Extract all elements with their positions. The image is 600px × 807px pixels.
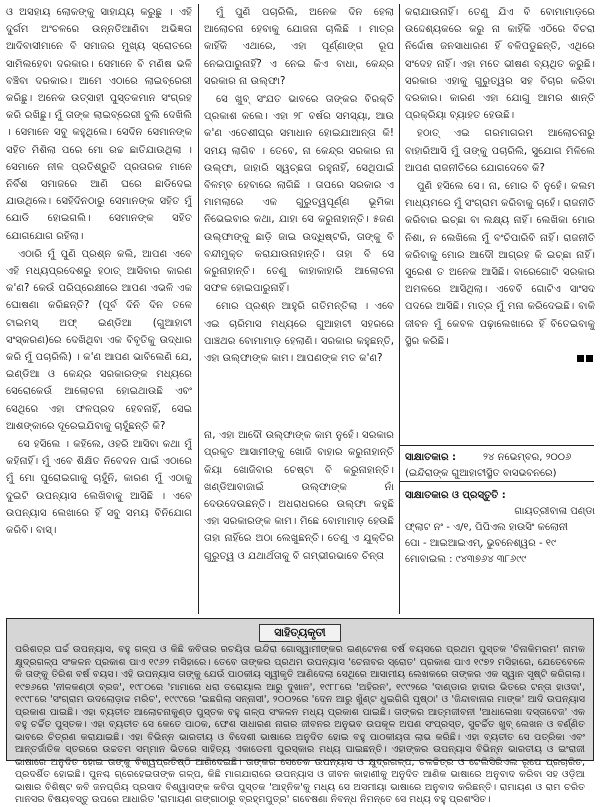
column-divider	[198, 4, 199, 614]
interview-date: ୨୪ ନଭେମ୍ବର, ୨୦୦୬	[483, 452, 572, 463]
column-1	[6, 4, 192, 616]
paragraph: ଏଠାରି ମୁଁ ପୁଣି ପ୍ରଶ୍ନ କଲି, ଆପଣ ଏବେ ଏହି ମଧ୍ୟପ୍ରଦେଶରୁ ହଠାତ୍ ଆସିବାର କାରଣ କ'ଣ? କେଉଁ ପରିପ୍ରେକ୍ଷୀରେ ଆପଣ ଏଭଳି ଏକ ଘୋଷଣା କରିଛନ୍ତି? (ପୂର୍ବ ଦିନି ଦିନ ତଳେ ଟାଇମସ୍ ଅଫ୍ ଇଣ୍ଡିଆ (ଗୁଆହାଟୀ ସଂସ୍କରଣ)ରେ ଦେଖିଥିବା ଏକ ବିବୃତିକୁ ଉଦ୍ଧାର କରି ମୁଁ ପଚାରିଲି) । କ'ଣ ଆପଣ ଭାବିଲେଣି ଯେ, ଇଣ୍ଡିଆ ଓ କେନ୍ଦ୍ର ସରକାରଙ୍କ ମଧ୍ୟରେ ସେରୋକେଉଁ ଆଲୋଚନା ହୋଇଥାଉଛି ଏବଂ ସେଥିରେ ଏହା ଫଳପ୍ରଦ ହେବନାହିଁ, ସେଇ ଆଶଙ୍କାରେ ଦୂରେଇଯିବାକୁ ଚାହୁଁଛନ୍ତି କି?	[6, 248, 192, 432]
address-line-1: ଫ୍ଲାଟ ନଂ - ଏ/୧, ପିପିଏଲ ହାଉସିଂ କଲୋନୀ	[405, 522, 568, 533]
phone: ମୋବାଇଲ : ୯୪୩୭୬୪ ୩୮୬୯୯	[405, 554, 527, 565]
address-line-2: ପୋ - ଆଇଆଇଏମ୍, ଭୁବନେଶ୍ୱର - ୧୯	[405, 538, 556, 549]
paragraph: ମୁଁ ପୁଣି ପଚାରିଲି, ଅନେକ ଦିନ ହେଲା ଆଲୋଚନା ହେବାକୁ ଯୋଜନା ଚାଲିଛି । ମାତ୍ର କାହିଁକି ଏଥାରେ, ଏହା ପୂର୍ଣ୍ଣାଙ୍ଗ ରୂପ ନେଇପାରୁନାହିଁ? ଏ ନେଇ କିଏ ବାଧା, କେନ୍ଦ୍ର ସରକାର ନା ଉଲ୍ଫା?	[204, 7, 394, 87]
column-divider	[399, 4, 400, 614]
column-3	[405, 4, 595, 440]
interview-date-block	[405, 450, 595, 482]
credits-name: ଗାୟତ୍ରୀବାଳା ପଣ୍ଡା	[514, 506, 595, 517]
paragraph: ମୋର ପ୍ରଶ୍ନ ଆହୁରି ଗତିମନ୍ତିଲା । ଏବେ ଏଇ ଚାରିମାସ ମଧ୍ୟରେ ଗୁଆହାଟୀ ସହରରେ ପାଞ୍ଚଥର ବୋମାମାଡ଼ ହେଲାଣି। ସରକାର କହୁଛନ୍ତି, ଏହା ଉଲ୍ଫାଙ୍କ କାମ। ଆପଣଙ୍କ ମତ କ'ଣ?	[204, 301, 394, 365]
interview-place: (ଇନ୍ଦିରାଙ୍କ ଗୁଆହାଟୀସ୍ଥିତ ବାସଭବନରେ)	[405, 468, 557, 479]
credits-label: ସାକ୍ଷାତକାର ଓ ପ୍ରସ୍ତୁତି :	[405, 490, 506, 501]
paragraph: ହଠାତ୍ ଏଇ ଗରମାଗରମ ଆଲୋଚନାରୁ ବାହାରିଆସି ମୁଁ ତାଙ୍କୁ ପଚାରିଲି, ସୁଯୋଗ ମିଳିଲେ ଆପଣ ରାଜନୀତିରେ ଯୋଗଦେବେ କି?	[405, 128, 595, 174]
paragraph: ଓ ଅସହାୟ ଲୋକଙ୍କୁ ସାହାଯ୍ୟ କରୁଛୁ । ଏହି ଦୁର୍ଗମ ଅଂଚଳରେ ଉନ୍ନତିଆଣିବା ଅଭିଜ୍ଞତା ଆଦିବାସୀମାନେ ବି ସମାଜର ମୁଖ୍ୟ ସ୍ରୋତରେ ସାମିଲହେବା ଦରକାର। ସେମାନେ ବି ମଣିଷ ଭଳି ବଞ୍ଚିବା ଦରକାର। ଆମେ ଏଠାରେ ଲାଇବ୍ରେରୀ କରିଛୁ। ଅନେକ ଉତ୍ସାହୀ ପୁସ୍ତକମାନ ସଂଗ୍ରହ କରି ରଖିଛୁ। ମୁଁ ତାଙ୍କ ଲାଇବ୍ରେରୀ ବୁଲି ଦେଖିଲି । ସେମାନେ ସବୁ କହୁଥିଲେ। ସେଦିନ ସେମାନଙ୍କ ସହିତ ମିଶିଲା ପରେ ମୋ ରଚ୍ଚ ଛାତିଯାଉଥିଲା । ସେମାନେ ନୀଳ ପ୍ରତିଶ୍ରୁତି ପ୍ରତାରକ ମାନେ ନିର୍ବିଶ ସମାଜରେ ଆଣି ଘରେ ଛାଡିଦେଇ ଯାଉଥିଲେ। ସେହିଦିନଠାରୁ ସେମାନଙ୍କ ସହିତ ମୁଁ ଯୋଡି ହୋଇଗଲି। ସେମାନଙ୍କ ସହିତ ଯୋଗଯୋଗ ରହିଲା।	[6, 7, 192, 242]
interview-date-label: ସାକ୍ଷାତକାର :	[405, 452, 457, 463]
divider	[400, 481, 594, 482]
literary-works-box	[6, 618, 594, 805]
paragraph: ସେ ଖୁବ୍ ସଂଯତ ଭାବରେ ତାଙ୍କର ବିରକ୍ତି ପ୍ରକାଶ କଲେ। ଏହା ୨୮ ବର୍ଷର ସମସ୍ୟା, ଆଉ କ'ଣ ଏତେଶୀଘ୍ର ସମାଧାନ ହୋଇଯାଆନ୍ତା କି! ସମୟ ଲାଗିବ । ତେବେ, ନା କେନ୍ଦ୍ର ସରକାର ନା ଉଲ୍ଫା, ଜାହାରି ସ୍ୱଚ୍ଛତା ରହୁନାହିଁ, ସେଥିପାଇଁ ବିଳମ୍ବ ହେବାରେ ଲାଗିଛି । ତାପରେ ସରକାର ଏ ମାମଲାରେ ଏକ ଗୁରୁତ୍ୱପୂର୍ଣ୍ଣ ଭୂମିକା ନିଭେଇବାର କଥା, ଯାହା ସେ କରୁନାହାନ୍ତି। ୫ଜଣ ଉଲ୍ଫାଙ୍କୁ ଛାଡ଼ି ଜାଇ ଉଦ୍ଧିଷ୍ଟରି, ତାଙ୍କୁ ବି ବନ୍ଦୀମୁକ୍ତ କରାଯାଉନାହାନ୍ତି। ତାହା ବି ସେ କରୁନାହାନ୍ତି। ତେଣୁ କାହାକାହାରି ଆଲୋଚନା ସଫଳ ହୋଇପାରୁନାହିଁ।	[204, 94, 394, 295]
column-2	[204, 4, 394, 416]
divider	[400, 445, 594, 446]
paragraph: ପୁଣି ହସିଲେ ସେ। ନା, ମୋର ବି ନୁହେଁ। କଲମ ମାଧ୍ୟମରେ ମୁଁ ସଂଗ୍ରାମ କରିବାକୁ ଚାହେଁ। ରାଜନୀତି କରିବାର ଇଚ୍ଛା ବା ଲକ୍ଷ୍ୟ ନାହିଁ। ଲେଖିକା ମୋର ନିଶା, ନ ଲେଖିଲେ ମୁଁ ବଂଚିପାରିବି ନାହିଁ। ରାଜନୀତି କରିବାକୁ ମୋର ଆଦୌ ଆଗ୍ରହ କି ଇଚ୍ଛା ନାହିଁ। ସୁରେଶ ତ ଅନେକ ଆସିଛି। ବାରେଗୋଟି ସରକାର ଅମଳରେ ଆସିଥିଲା। ଏବେବି ଗୋଟିଏ ସାଂସଦ ପଦରେ ଆସିଛି। ମାତ୍ର ମୁଁ ମନା କରିଦେଇଛି। ବାକି ଜୀବନ ମୁଁ କେବଳ ପଢ଼ାଲେଖାରେ ହିଁ ବିତେଇବାକୁ ସ୍ଥିର କରିଛି।	[405, 181, 595, 347]
paragraph: କରାଯାଉନାହିଁ। ତେଣୁ ଯିଏ ବି ବୋମାମାଡ଼ରେ ଉଦ୍ଦେଶ୍ୟକରେ କରୁ ନା କାହିଁକି ଏଠିରେ ବିଚରା ନିର୍ଦ୍ଦୋଷ ଜନସାଧାରଣ ହିଁ ବଳିପଡୁଛନ୍ତି, ଏଥିରେ ସଂଦେହ ନାହିଁ। ଏହା ମତେ ଭୀଷଣ ବ୍ୟଥିତ କରୁଛି। ସରକାର ଏହାକୁ ଗୁରୁତ୍ୱର ସହ ବିଚାର କରିବା ଦରକାର। କାରଣ ଏହା ଯୋଗୁ ଆମର ଶାନ୍ତି ପ୍ରକ୍ରିୟା ବ୍ୟାହତ ହେଉଛି।	[405, 7, 595, 122]
column-2-continued	[204, 417, 394, 612]
paragraph: ନା, ଏହା ଆଦୌ ଉଲ୍ଫାଙ୍କ କାମ ନୁହେଁ। ସରକାର ପ୍ରକୃତ ଆସାମୀଙ୍କୁ ଖୋଜି ବାହାର କରୁନାହାନ୍ତି କିୟା ଖୋଜିବାର ଚେଷ୍ଟା ବି କରୁନାହାନ୍ତି। ଖଣ୍ଡିଆବାଜାଇଁ ଉଲ୍ଫାଙ୍କ ନାଁ ଦେଉଦେଉଛନ୍ତି। ଅଧରାଧରରେ ଉଲ୍ଫା କହୁଛି ଏହା ସରକାରଙ୍କ କାମ। ମିଛେ ବୋମାମାଡ଼ ହେଉଛି ତାହା ନାହିଁରେ ଅଠା ଲେଖୁଛନ୍ତି। ତେଣୁ ଏ ଯୁକ୍ତିର ଗୁରୁତ୍ୱ ଓ ଯଥାର୍ଥତାକୁ ବି ଗମ୍ଭୀରଭାବେ ଚିନ୍ତା	[204, 430, 394, 562]
box-title: ସାହିତ୍ୟକୃତୀ	[259, 624, 340, 642]
paragraph: ସେ ହସିଲେ । କହିଲେ, ଓହରି ଆସିବା କଥା ମୁଁ କହିନାହିଁ। ମୁଁ ଏବେ ଶିକ୍ଷିତ ନିବେଦନ ପାଇଁ ଏଠାରେ ମୁଁ ମୋ ପୁରୋଇଗାକୁ ଚାହୁଁନି, କାରଣ ମୁଁ ଏଠାକୁ ଦୁଇଟି ଉପନ୍ୟାସ ଲେଖିବାକୁ ଆସିଛି । ଏବେ ଉପନ୍ୟାସ ଲେଖାରେ ହିଁ ସବୁ ସମୟ ବିନିଯୋଗ କରିବି। ବାସ୍।	[6, 439, 192, 537]
credits-block	[405, 488, 595, 568]
end-of-article-mark	[405, 351, 595, 368]
box-text: ପରିଶତ୍ର ଘର୍ଚ୍ଚ ଉପନ୍ୟାସ, ବହୁ ଗଳ୍ପ ଓ କିଛି କବିତାର ରଚୟିତା ଇନ୍ଦିରା ଗୋସ୍ୱାମୀଙ୍କର ଇଣ୍ଟେନଶ ବର୍ଷ ବୟସରେ ପ୍ରଥମ ପୁସ୍ତକ 'ଚିନାକିମରମ' ନାମକ କ୍ଷୁଦ୍ରଗଳ୍ପ ସଂକଳନ ପ୍ରକାଶ ପାଏ ୧୯୬୨ ମସିହାରେ। ତେବେ ତାଙ୍କର ପ୍ରଥମ ଉପନ୍ୟାସ 'ଚେନାବର ସ୍ରୋତ' ପ୍ରକାଶ ପାଏ ୧୯୭୨ ମସିହାରେ, ଯେତେବେଳେ କି ତାଙ୍କୁ ତିରିଶ ବର୍ଷ ବୟସ। ଏହି ଉପନ୍ୟାସ ତାଙ୍କୁ ଯେଉଁ ପାଠକୀୟ ସ୍ୱୀକୃତି ଆଣିଦେଲା ସେଥିରେ ଆସାମୀୟ ଲେଖକରେ ତାଙ୍କର ଏକ ସ୍ୱାନ ସୃଷ୍ଟି କରିଗଲା। ୧୯୭୬ରେ 'ନୀଳକଣ୍ଠୀ ବ୍ରଜ', ୧୯୮୦ରେ 'ମାମାରେ ଧରା ତରୋୟାଲ ଆରୁ ଦୁଖାନ', ୧୯୮୮ରେ 'ଅହିରନ', ୧୯୯୨ରେ 'ଦାଣ୍ଡାର ହାଦାର ଭିତରେ ଟନ୍ତା ହାଓଦା', ୧୯୯୮ରେ 'ସଂଗ୍ରାମ ଉଦଲୋଡ଼ାଚ୍ଚ ମରିଚ', ୧୯୯୯ରେ 'ଇଛଗିଲା ସନ୍ନାସୀ', ୨୦୦୨ରେ 'ଦେନ ଆରୁ ଖୁଁଣ୍ଟ ଧୁଇଗିଗି ପୃଷ୍ଠା' ଓ 'ଜିନ୍ଦାବାନାର ମାଙ୍କ' ଆଦି ଉପନ୍ୟାସ ପ୍ରକାଶ ପାଇଛି। ଏହା ବ୍ୟତୀତ ଆଲୋଚନାକୁଣ୍ଡ ପୁସ୍ତକ ବହୁ ଗଳ୍ପ ସଂକଳନ ମଧ୍ୟ ପ୍ରକାଶ ପାଇଛି। ତାଙ୍କର ଆତ୍ମଜୀବନୀ 'ଆଧାଲେଖା ଦସ୍ତାବେଜ' ଏକ ବହୁ ଚର୍ଚ୍ଚିତ ପୁସ୍ତକ। ଏହା ବ୍ୟତୀତ ସେ କେତେ ପାଠକ, ଫେଶ ସାଧାରଣ ନାଗର ଜୀବନର ଅନୁଭବ ଉପକୂଳ ଅପଣ ସଂପ୍ରସ୍ତ, ସୁଚର୍ଚ୍ଚିତ ଖୁବ୍ ଲେଖନ ଓ ବର୍ଣ୍ଣିତ ଭାବରେ ଚିତ୍ରଣ କରାଯାଇଛି। ଏହା ବିଭିନ୍ନ ଭାରତୀୟ ଓ ବିଦେଶୀ ଭାଷାରେ ଅନୁଦିତ ହୋଇ ବହୁ ପାଠକୀୟତା ଲାଭ କରିଛି। ଏହା ବ୍ୟତୀତ ସେ ପତ୍ରିକା ଏବଂ ଆନ୍ତର୍ଜାତିକ ସ୍ତରରେ ଉଚ୍ଚତମ ସମ୍ମାନ ଭିତରେ ସାହିତ୍ୟ ଏକାଡେମୀ ପୁରସ୍କାର ମଧ୍ୟ ପାଇଛନ୍ତି। ଏହାଙ୍କର ଉପନ୍ୟାସ ବିଭିନ୍ନ ଭାରତୀୟ ଓ ଇଂରାଜୀ ଭାଷାରେ ଅନୁଦିତ ହୋଇ ତାଙ୍କୁ ବିଶ୍ୱପ୍ରତିଷ୍ଠି ଆଣିଦେଇଛି। ତାଙ୍କର ସେତେକ ଉପନ୍ୟାସ ଓ କ୍ଷୁଦ୍ରଗଳ୍ପ, ଚଳଚ୍ଚିତ୍ର ଓ ଟେଲିସିରିଏଲ ରୂପେ ପ୍ରଚାରିତ, ପ୍ରଦର୍ଶିତ ହୋଇଛି। ପୁନଶ୍ଚ ଗ୍ରେହେଇତାଙ୍କ ଗଳ୍ପ, କିଛି ମାଗଯାରାରେ ଉପନ୍ୟାସ ଓ ଜୀବନ କାହାଣୀକୁ ଅନୁଦିତ ଆଣିକ ଭାଷାରେ ଅନୁବାଦ କରିବା ସହ ଓଡ଼ିଆ ଭାଷାର ବିଶିଷ୍ଟ କବି ଜନପ୍ରିୟ ପ୍ରସାଦ ବିଶ୍ୱାସଙ୍କ କବିତା ପୁସ୍ତକ 'ଆହ୍ନିକ'କୁ ମଧ୍ୟ ସେ ଅସମୀୟା ଭାଷାରେ ଅନୁବାଦ କରିଛନ୍ତି। ରାମାୟଣ ଓ ରାମ ଚରିତ ମାନସର ବିଷୟବସ୍ତୁ ଉପରେ ଆଧାରିତ 'ରାମାୟଣ ଗଙ୍ଗାଠାରୁ ବ୍ରହ୍ମପୁତ୍ର' ଗବେଷଣା ନିବନ୍ଧ ନିମନ୍ତେ ସେ ମଧ୍ୟ ବହୁ ପ୍ରଶଂସିତ।	[15, 644, 585, 805]
